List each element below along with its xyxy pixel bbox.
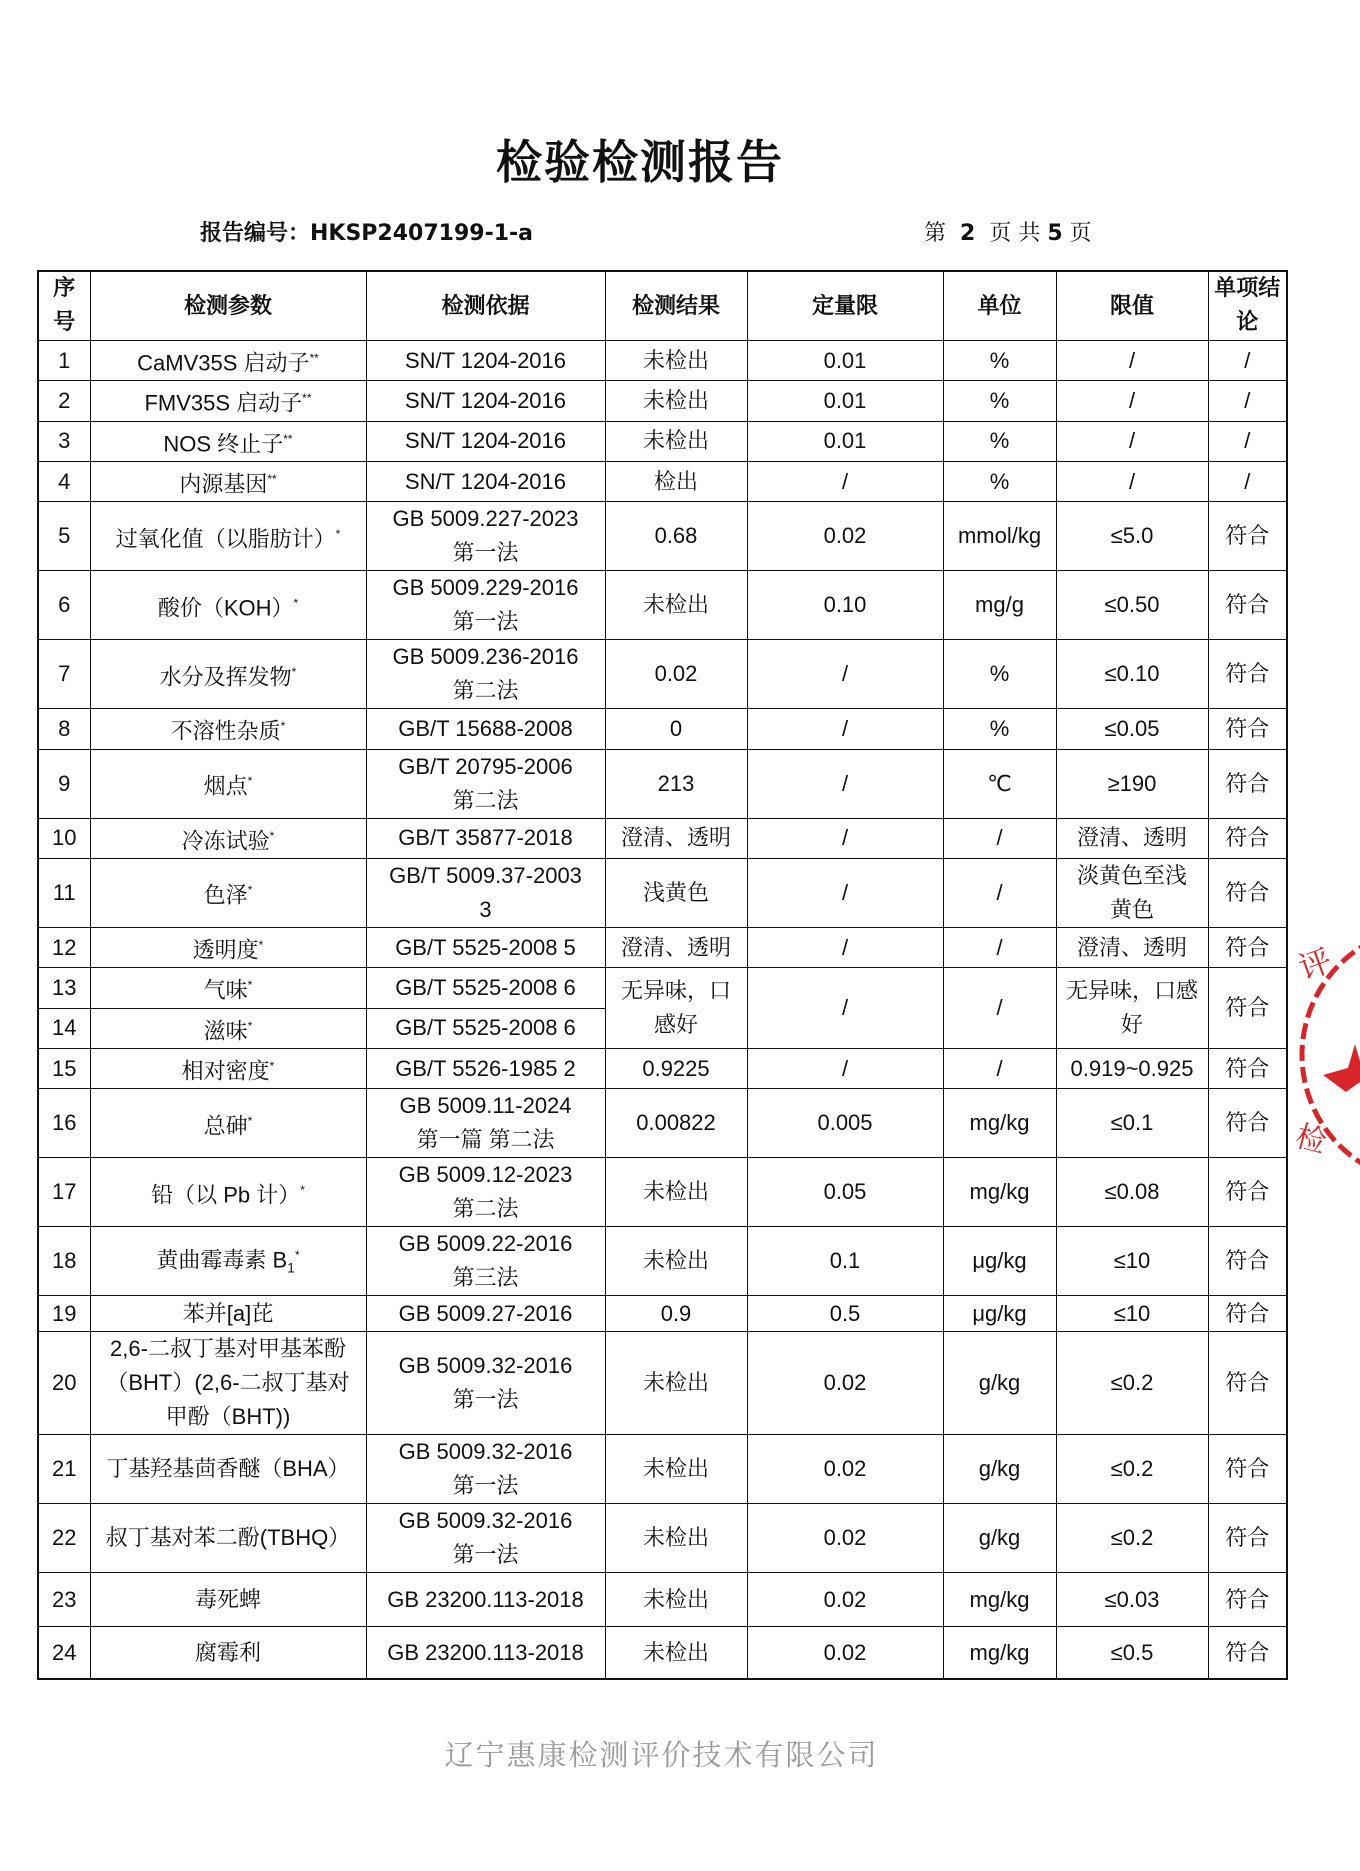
cell-limit: / bbox=[1056, 341, 1208, 381]
cell-basis: GB 5009.32-2016 第一法 bbox=[366, 1504, 605, 1573]
cell-conclusion: / bbox=[1208, 421, 1287, 461]
footer-company: 辽宁惠康检测评价技术有限公司 bbox=[444, 1738, 879, 1772]
report-title: 检验检测报告 bbox=[496, 135, 784, 189]
cell-unit: ℃ bbox=[943, 749, 1056, 818]
cell-seq: 5 bbox=[38, 502, 90, 571]
cell-param: 毒死蜱 bbox=[90, 1573, 366, 1627]
cell-seq: 10 bbox=[38, 818, 90, 858]
cell-conclusion: 符合 bbox=[1208, 927, 1287, 967]
cell-result: 0.02 bbox=[605, 640, 747, 709]
cell-result: 未检出 bbox=[605, 1504, 747, 1573]
cell-basis: GB/T 35877-2018 bbox=[366, 818, 605, 858]
header-seq: 序号 bbox=[38, 271, 90, 341]
cell-param: 丁基羟基茴香醚（BHA） bbox=[90, 1435, 366, 1504]
cell-conclusion: 符合 bbox=[1208, 1504, 1287, 1573]
cell-result: 澄清、透明 bbox=[605, 927, 747, 967]
cell-conclusion: 符合 bbox=[1208, 1627, 1287, 1679]
cell-limit: ≤0.2 bbox=[1056, 1332, 1208, 1435]
cell-param: 透明度* bbox=[90, 927, 366, 967]
cell-seq: 13 bbox=[38, 968, 90, 1008]
cell-result: 浅黄色 bbox=[605, 858, 747, 927]
cell-loq: / bbox=[747, 461, 943, 501]
cell-basis: GB 5009.229-2016 第一法 bbox=[366, 571, 605, 640]
cell-param: 烟点* bbox=[90, 749, 366, 818]
cell-conclusion: / bbox=[1208, 341, 1287, 381]
cell-param: 冷冻试验* bbox=[90, 818, 366, 858]
cell-unit: mg/kg bbox=[943, 1627, 1056, 1679]
table-row bbox=[38, 818, 1287, 858]
table-row bbox=[38, 640, 1287, 709]
cell-conclusion: 符合 bbox=[1208, 640, 1287, 709]
header-basis: 检测依据 bbox=[366, 271, 605, 341]
cell-loq: 0.10 bbox=[747, 571, 943, 640]
header-limit: 限值 bbox=[1056, 271, 1208, 341]
table-row bbox=[38, 1435, 1287, 1504]
page-indicator: 第 2 页 共 5 页 bbox=[924, 221, 1092, 246]
cell-result: 未检出 bbox=[605, 381, 747, 421]
cell-conclusion: 符合 bbox=[1208, 1296, 1287, 1332]
cell-param: 黄曲霉毒素 $B_1^*$ bbox=[90, 1227, 366, 1296]
header-param: 检测参数 bbox=[90, 271, 366, 341]
cell-unit: mg/g bbox=[943, 571, 1056, 640]
cell-unit: mg/kg bbox=[943, 1573, 1056, 1627]
cell-result: 213 bbox=[605, 749, 747, 818]
cell-basis: GB 5009.227-2023 第一法 bbox=[366, 502, 605, 571]
cell-unit: / bbox=[943, 818, 1056, 858]
cell-result: 无异味，口 感好 bbox=[605, 968, 747, 1049]
cell-limit: ≤0.03 bbox=[1056, 1573, 1208, 1627]
cell-unit: / bbox=[943, 968, 1056, 1049]
cell-unit: μg/kg bbox=[943, 1296, 1056, 1332]
header-result: 检测结果 bbox=[605, 271, 747, 341]
cell-basis: GB 5009.236-2016 第二法 bbox=[366, 640, 605, 709]
cell-seq: 3 bbox=[38, 421, 90, 461]
cell-basis: GB/T 15688-2008 bbox=[366, 709, 605, 749]
cell-loq: 0.1 bbox=[747, 1227, 943, 1296]
cell-param: 色泽* bbox=[90, 858, 366, 927]
cell-loq: 0.02 bbox=[747, 1435, 943, 1504]
cell-conclusion: 符合 bbox=[1208, 1332, 1287, 1435]
cell-conclusion: 符合 bbox=[1208, 571, 1287, 640]
cell-basis: SN/T 1204-2016 bbox=[366, 341, 605, 381]
cell-seq: 24 bbox=[38, 1627, 90, 1679]
cell-limit: / bbox=[1056, 461, 1208, 501]
cell-loq: / bbox=[747, 709, 943, 749]
header-conclusion: 单项结论 bbox=[1208, 271, 1287, 341]
cell-param: 水分及挥发物* bbox=[90, 640, 366, 709]
cell-basis: GB 5009.11-2024 第一篇 第二法 bbox=[366, 1089, 605, 1158]
table-row bbox=[38, 1296, 1287, 1332]
cell-conclusion: / bbox=[1208, 381, 1287, 421]
cell-seq: 17 bbox=[38, 1158, 90, 1227]
cell-result: 未检出 bbox=[605, 1227, 747, 1296]
cell-unit: mmol/kg bbox=[943, 502, 1056, 571]
table-row bbox=[38, 1227, 1287, 1296]
cell-param: 2,6-二叔丁基对甲基苯酚 （BHT）(2,6-二叔丁基对 甲酚（BHT)) bbox=[90, 1332, 366, 1435]
table-row bbox=[38, 709, 1287, 749]
cell-result: 未检出 bbox=[605, 1435, 747, 1504]
cell-result: 0.68 bbox=[605, 502, 747, 571]
table-row bbox=[38, 927, 1287, 967]
cell-basis: GB 5009.27-2016 bbox=[366, 1296, 605, 1332]
cell-seq: 21 bbox=[38, 1435, 90, 1504]
cell-limit: ≤0.2 bbox=[1056, 1504, 1208, 1573]
cell-loq: 0.05 bbox=[747, 1158, 943, 1227]
cell-basis: GB/T 5526-1985 2 bbox=[366, 1048, 605, 1088]
cell-conclusion: 符合 bbox=[1208, 502, 1287, 571]
cell-loq: / bbox=[747, 640, 943, 709]
cell-param: 不溶性杂质* bbox=[90, 709, 366, 749]
cell-unit: g/kg bbox=[943, 1332, 1056, 1435]
cell-param: 总砷* bbox=[90, 1089, 366, 1158]
cell-conclusion: 符合 bbox=[1208, 1573, 1287, 1627]
cell-limit: ≥190 bbox=[1056, 749, 1208, 818]
cell-limit: ≤5.0 bbox=[1056, 502, 1208, 571]
cell-param: 滋味* bbox=[90, 1008, 366, 1048]
cell-seq: 18 bbox=[38, 1227, 90, 1296]
cell-basis: SN/T 1204-2016 bbox=[366, 381, 605, 421]
table-row bbox=[38, 1158, 1287, 1227]
cell-seq: 20 bbox=[38, 1332, 90, 1435]
cell-conclusion: 符合 bbox=[1208, 1435, 1287, 1504]
cell-basis: GB/T 5009.37-2003 3 bbox=[366, 858, 605, 927]
cell-limit: ≤10 bbox=[1056, 1227, 1208, 1296]
cell-basis: GB 5009.12-2023 第二法 bbox=[366, 1158, 605, 1227]
header-loq: 定量限 bbox=[747, 271, 943, 341]
cell-result: 未检出 bbox=[605, 571, 747, 640]
cell-loq: 0.02 bbox=[747, 1332, 943, 1435]
cell-unit: % bbox=[943, 421, 1056, 461]
cell-param: 苯并[a]芘 bbox=[90, 1296, 366, 1332]
cell-param: 过氧化值（以脂肪计）* bbox=[90, 502, 366, 571]
cell-loq: / bbox=[747, 968, 943, 1049]
cell-loq: / bbox=[747, 858, 943, 927]
table-row bbox=[38, 461, 1287, 501]
cell-unit: μg/kg bbox=[943, 1227, 1056, 1296]
cell-param: 叔丁基对苯二酚(TBHQ） bbox=[90, 1504, 366, 1573]
cell-limit: ≤0.50 bbox=[1056, 571, 1208, 640]
cell-result: 未检出 bbox=[605, 341, 747, 381]
cell-limit: ≤0.1 bbox=[1056, 1089, 1208, 1158]
cell-unit: mg/kg bbox=[943, 1158, 1056, 1227]
table-row bbox=[38, 858, 1287, 927]
cell-seq: 16 bbox=[38, 1089, 90, 1158]
cell-limit: ≤0.10 bbox=[1056, 640, 1208, 709]
cell-basis: SN/T 1204-2016 bbox=[366, 461, 605, 501]
cell-loq: / bbox=[747, 749, 943, 818]
table-row bbox=[38, 571, 1287, 640]
table-row bbox=[38, 968, 1287, 1008]
cell-result: 未检出 bbox=[605, 1573, 747, 1627]
cell-basis: GB/T 5525-2008 6 bbox=[366, 968, 605, 1008]
cell-result: 未检出 bbox=[605, 1627, 747, 1679]
cell-result: 未检出 bbox=[605, 421, 747, 461]
cell-result: 澄清、透明 bbox=[605, 818, 747, 858]
cell-conclusion: 符合 bbox=[1208, 1227, 1287, 1296]
cell-loq: 0.02 bbox=[747, 1504, 943, 1573]
cell-loq: 0.5 bbox=[747, 1296, 943, 1332]
table-row bbox=[38, 502, 1287, 571]
cell-result: 检出 bbox=[605, 461, 747, 501]
cell-basis: GB 5009.32-2016 第一法 bbox=[366, 1332, 605, 1435]
cell-loq: 0.01 bbox=[747, 421, 943, 461]
cell-param: 酸价（KOH）* bbox=[90, 571, 366, 640]
cell-conclusion: 符合 bbox=[1208, 1048, 1287, 1088]
table-row bbox=[38, 1048, 1287, 1088]
cell-result: 0.9225 bbox=[605, 1048, 747, 1088]
cell-loq: 0.005 bbox=[747, 1089, 943, 1158]
cell-param: FMV35S 启动子** bbox=[90, 381, 366, 421]
table-row bbox=[38, 381, 1287, 421]
cell-seq: 9 bbox=[38, 749, 90, 818]
cell-unit: mg/kg bbox=[943, 1089, 1056, 1158]
cell-seq: 2 bbox=[38, 381, 90, 421]
table-row bbox=[38, 749, 1287, 818]
cell-basis: SN/T 1204-2016 bbox=[366, 421, 605, 461]
cell-loq: 0.02 bbox=[747, 1573, 943, 1627]
cell-seq: 19 bbox=[38, 1296, 90, 1332]
cell-param: NOS 终止子** bbox=[90, 421, 366, 461]
cell-unit: g/kg bbox=[943, 1435, 1056, 1504]
cell-seq: 1 bbox=[38, 341, 90, 381]
cell-result: 0 bbox=[605, 709, 747, 749]
cell-limit: 无异味，口感 好 bbox=[1056, 968, 1208, 1049]
svg-text:检: 检 bbox=[1291, 1118, 1330, 1161]
cell-seq: 4 bbox=[38, 461, 90, 501]
cell-conclusion: 符合 bbox=[1208, 818, 1287, 858]
cell-seq: 14 bbox=[38, 1008, 90, 1048]
cell-basis: GB 5009.22-2016 第三法 bbox=[366, 1227, 605, 1296]
table-row bbox=[38, 1332, 1287, 1435]
cell-basis: GB 23200.113-2018 bbox=[366, 1573, 605, 1627]
cell-unit: g/kg bbox=[943, 1504, 1056, 1573]
test-results-table bbox=[37, 270, 1288, 1680]
cell-unit: / bbox=[943, 1048, 1056, 1088]
table-header-row bbox=[38, 271, 1287, 341]
table-row bbox=[38, 1573, 1287, 1627]
cell-seq: 22 bbox=[38, 1504, 90, 1573]
cell-basis: GB/T 5525-2008 5 bbox=[366, 927, 605, 967]
cell-loq: 0.01 bbox=[747, 381, 943, 421]
cell-limit: ≤0.08 bbox=[1056, 1158, 1208, 1227]
cell-seq: 11 bbox=[38, 858, 90, 927]
cell-seq: 15 bbox=[38, 1048, 90, 1088]
cell-basis: GB/T 20795-2006 第二法 bbox=[366, 749, 605, 818]
cell-conclusion: 符合 bbox=[1208, 749, 1287, 818]
cell-basis: GB 5009.32-2016 第一法 bbox=[366, 1435, 605, 1504]
table-row bbox=[38, 1504, 1287, 1573]
cell-limit: 澄清、透明 bbox=[1056, 818, 1208, 858]
cell-loq: 0.01 bbox=[747, 341, 943, 381]
inspection-seal bbox=[1280, 920, 1360, 1190]
cell-limit: ≤0.2 bbox=[1056, 1435, 1208, 1504]
cell-limit: ≤0.5 bbox=[1056, 1627, 1208, 1679]
table-row bbox=[38, 1627, 1287, 1679]
cell-basis: GB/T 5525-2008 6 bbox=[366, 1008, 605, 1048]
cell-limit: 淡黄色至浅 黄色 bbox=[1056, 858, 1208, 927]
cell-basis: GB 23200.113-2018 bbox=[366, 1627, 605, 1679]
cell-param: 腐霉利 bbox=[90, 1627, 366, 1679]
cell-unit: % bbox=[943, 341, 1056, 381]
cell-loq: / bbox=[747, 927, 943, 967]
cell-seq: 6 bbox=[38, 571, 90, 640]
header-unit: 单位 bbox=[943, 271, 1056, 341]
cell-result: 未检出 bbox=[605, 1158, 747, 1227]
cell-conclusion: 符合 bbox=[1208, 1158, 1287, 1227]
cell-limit: ≤10 bbox=[1056, 1296, 1208, 1332]
cell-result: 未检出 bbox=[605, 1332, 747, 1435]
cell-loq: 0.02 bbox=[747, 1627, 943, 1679]
cell-unit: / bbox=[943, 927, 1056, 967]
cell-result: 0.00822 bbox=[605, 1089, 747, 1158]
cell-seq: 12 bbox=[38, 927, 90, 967]
cell-loq: / bbox=[747, 818, 943, 858]
table-row bbox=[38, 341, 1287, 381]
cell-conclusion: 符合 bbox=[1208, 858, 1287, 927]
cell-unit: % bbox=[943, 709, 1056, 749]
cell-loq: 0.02 bbox=[747, 502, 943, 571]
cell-loq: / bbox=[747, 1048, 943, 1088]
cell-unit: / bbox=[943, 858, 1056, 927]
cell-unit: % bbox=[943, 461, 1056, 501]
table-row bbox=[38, 1089, 1287, 1158]
cell-seq: 7 bbox=[38, 640, 90, 709]
cell-limit: ≤0.05 bbox=[1056, 709, 1208, 749]
svg-text:评: 评 bbox=[1293, 940, 1337, 988]
cell-unit: % bbox=[943, 640, 1056, 709]
cell-param: 内源基因** bbox=[90, 461, 366, 501]
cell-result: 0.9 bbox=[605, 1296, 747, 1332]
cell-param: 铅（以 Pb 计）* bbox=[90, 1158, 366, 1227]
cell-unit: % bbox=[943, 381, 1056, 421]
cell-limit: 澄清、透明 bbox=[1056, 927, 1208, 967]
cell-seq: 23 bbox=[38, 1573, 90, 1627]
cell-limit: 0.919~0.925 bbox=[1056, 1048, 1208, 1088]
cell-param: CaMV35S 启动子** bbox=[90, 341, 366, 381]
cell-conclusion: 符合 bbox=[1208, 968, 1287, 1049]
cell-conclusion: / bbox=[1208, 461, 1287, 501]
cell-limit: / bbox=[1056, 381, 1208, 421]
cell-seq: 8 bbox=[38, 709, 90, 749]
cell-conclusion: 符合 bbox=[1208, 1089, 1287, 1158]
table-row bbox=[38, 421, 1287, 461]
report-number: 报告编号：HKSP2407199-1-a bbox=[200, 221, 533, 246]
cell-param: 相对密度* bbox=[90, 1048, 366, 1088]
cell-conclusion: 符合 bbox=[1208, 709, 1287, 749]
cell-param: 气味* bbox=[90, 968, 366, 1008]
cell-limit: / bbox=[1056, 421, 1208, 461]
